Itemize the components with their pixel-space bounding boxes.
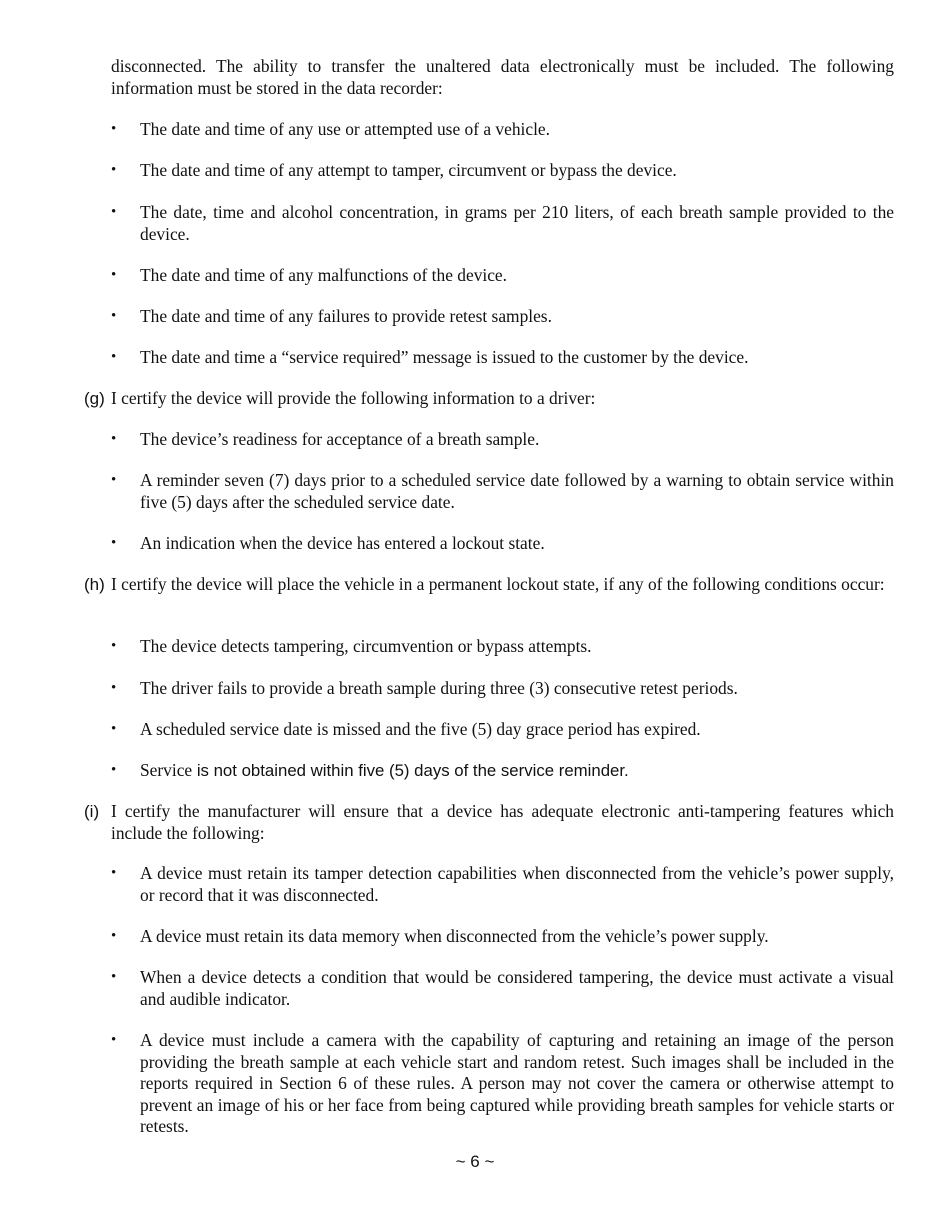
list-item: • When a device detects a condition that would be considered tampering, the device must activate a visual and audible indicator.	[111, 967, 894, 1009]
section-text: I certify the device will provide the following information to a driver:	[111, 388, 596, 408]
list-item: • A scheduled service date is missed and the five (5) day grace period has expired.	[111, 719, 701, 739]
bullet-marker: •	[111, 308, 117, 324]
list-item	[111, 760, 894, 782]
page-number: ~ 6 ~	[455, 1152, 495, 1171]
bullet-marker: •	[111, 431, 117, 447]
bullet-marker: •	[111, 204, 117, 220]
bullet-marker: •	[111, 969, 117, 985]
bullet-marker: •	[111, 865, 117, 881]
bullet-marker: •	[111, 762, 117, 778]
bullet-marker: •	[111, 535, 117, 551]
list-item: • The date and time of any malfunctions of the device.	[111, 265, 508, 285]
bullet-marker: •	[111, 349, 117, 365]
section-letter: (h)	[84, 575, 105, 594]
bullet-marker: •	[111, 680, 117, 696]
list-item: • A device must retain its data memory when disconnected from the vehicle’s power supply.	[111, 926, 769, 946]
section-h	[84, 574, 894, 596]
list-item: • A device must retain its tamper detection capabilities when disconnected from the vehicle’s power supply, or record that it was disconnected.	[111, 863, 894, 905]
list-item: • The device detects tampering, circumvention or bypass attempts.	[111, 636, 592, 656]
section-text: I certify the manufacturer will ensure that a device has adequate electronic anti-tampering features which include the following:	[111, 801, 894, 843]
list-item: • The date and time of any use or attempted use of a vehicle.	[111, 119, 550, 139]
section-letter: (g)	[84, 389, 105, 408]
bullet-marker: •	[111, 267, 117, 283]
bullet-marker: •	[111, 638, 117, 654]
section-g	[84, 388, 894, 410]
intro-paragraph: disconnected. The ability to transfer the unaltered data electronically must be included. The following information must be stored in the data recorder:	[111, 56, 894, 98]
bullet-marker: •	[111, 162, 117, 178]
list-item: • The date and time of any attempt to tamper, circumvent or bypass the device.	[111, 160, 677, 180]
list-item: • The driver fails to provide a breath sample during three (3) consecutive retest periods.	[111, 678, 738, 698]
section-letter: (i)	[84, 802, 100, 821]
section-text: I certify the device will place the vehicle in a permanent lockout state, if any of the following conditions occur:	[111, 574, 885, 594]
list-item: • The device’s readiness for acceptance of a breath sample.	[111, 429, 540, 449]
mixed-font-sans: is not obtained within five (5) days of the service reminder.	[192, 761, 629, 780]
bullet-marker: •	[111, 472, 117, 488]
list-item: • The date and time of any failures to provide retest samples.	[111, 306, 552, 326]
list-item: • The date, time and alcohol concentration, in grams per 210 liters, of each breath sample provided to the device.	[111, 202, 894, 244]
bullet-marker: •	[111, 1032, 117, 1048]
list-item: • A reminder seven (7) days prior to a scheduled service date followed by a warning to obtain service within five (5) days after the scheduled service date.	[111, 470, 894, 512]
list-item: • An indication when the device has entered a lockout state.	[111, 533, 545, 553]
bullet-marker: •	[111, 121, 117, 137]
mixed-font-serif: Service	[140, 760, 193, 780]
section-i	[84, 801, 894, 844]
bullet-marker: •	[111, 928, 117, 944]
list-item: • A device must include a camera with the capability of capturing and retaining an image of the person providing the breath sample at each vehicle start and random retest. Such images shall be included in the reports required in Section 6 of these rules. A person may not cover the camera or otherwise attempt to prevent an image of his or her face from being captured while providing breath samples for vehicle starts or retests.	[111, 1030, 894, 1136]
list-item: • The date and time a “service required” message is issued to the customer by the device.	[111, 347, 749, 367]
bullet-marker: •	[111, 721, 117, 737]
